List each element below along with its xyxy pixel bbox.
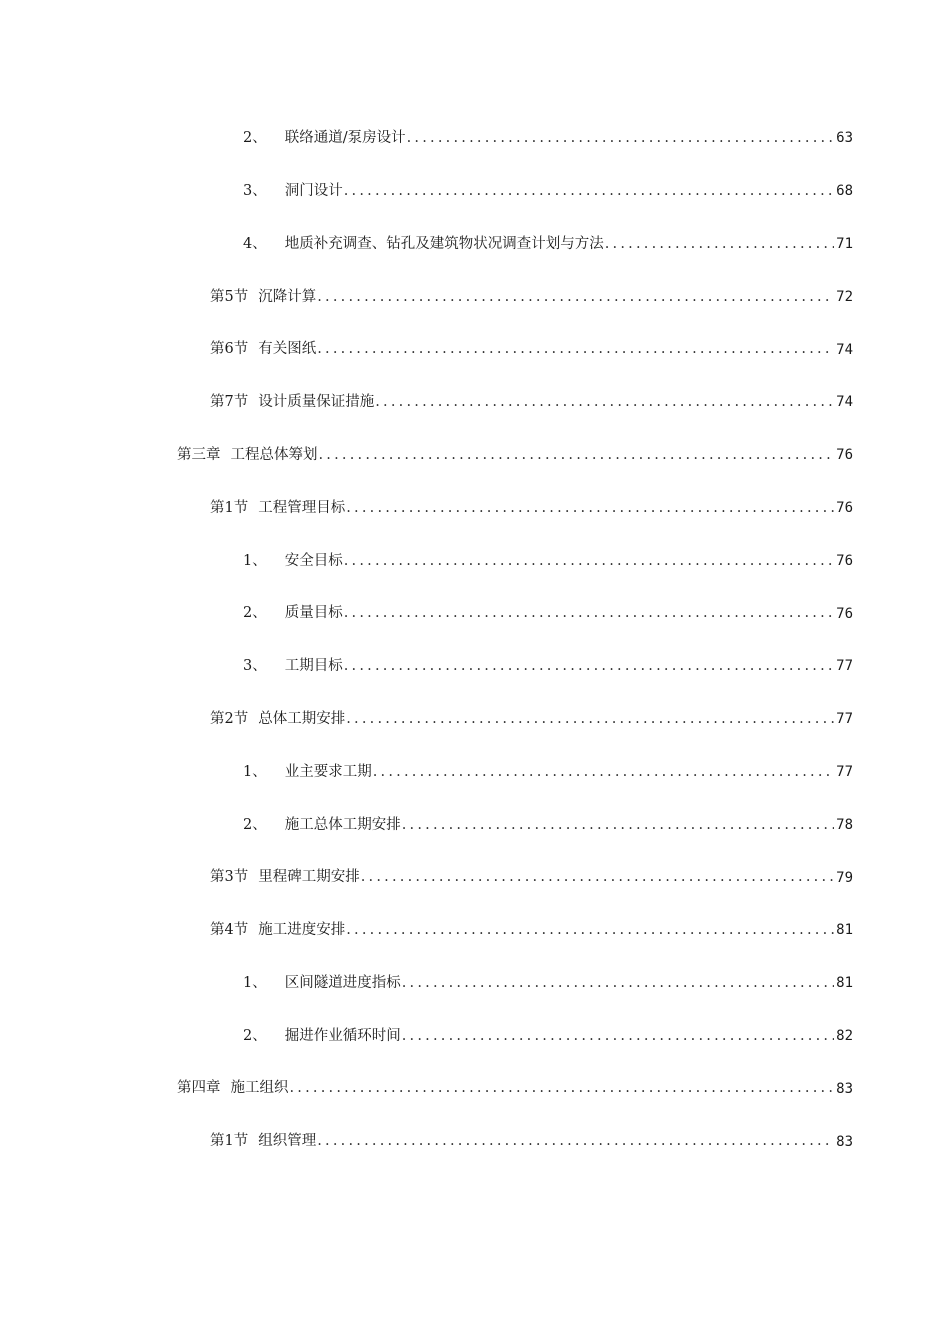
dot-leader bbox=[346, 923, 834, 938]
toc-entry-title: 有关图纸 bbox=[258, 341, 317, 358]
toc-entry[interactable] bbox=[0, 218, 950, 271]
toc-entry-title: 质量目标 bbox=[284, 605, 343, 622]
toc-entry[interactable] bbox=[0, 1010, 950, 1063]
toc-entry-number: 第四章 bbox=[177, 1080, 221, 1097]
dot-leader bbox=[407, 131, 835, 146]
toc-entry-number: 3、 bbox=[243, 182, 267, 199]
toc-entry-page: 63 bbox=[836, 130, 853, 147]
toc-entry-page: 76 bbox=[836, 605, 853, 622]
toc-entry-number: 第5节 bbox=[210, 288, 249, 305]
toc-entry-title: 安全目标 bbox=[284, 552, 343, 569]
dot-leader bbox=[605, 237, 834, 252]
toc-entry[interactable] bbox=[0, 904, 950, 957]
toc-entry-number: 第3节 bbox=[210, 869, 249, 886]
toc-entry[interactable] bbox=[0, 112, 950, 165]
toc-entry-page: 68 bbox=[836, 183, 853, 200]
toc-entry-title: 洞门设计 bbox=[284, 182, 343, 199]
toc-entry-page: 76 bbox=[836, 552, 853, 569]
toc-entry-page: 72 bbox=[836, 288, 853, 305]
toc-entry-page: 77 bbox=[836, 711, 853, 728]
table-of-contents bbox=[0, 112, 950, 1168]
toc-entry-page: 76 bbox=[836, 447, 853, 464]
toc-entry[interactable] bbox=[0, 746, 950, 799]
toc-entry-number: 4、 bbox=[243, 235, 267, 252]
toc-entry[interactable] bbox=[0, 165, 950, 218]
toc-entry-number: 第三章 bbox=[177, 446, 221, 463]
toc-entry-number: 第6节 bbox=[210, 341, 249, 358]
toc-entry[interactable] bbox=[0, 376, 950, 429]
dot-leader bbox=[344, 184, 834, 199]
toc-entry-title: 沉降计算 bbox=[258, 288, 317, 305]
dot-leader bbox=[402, 1029, 834, 1044]
toc-entry-title: 掘进作业循环时间 bbox=[284, 1027, 401, 1044]
toc-entry-page: 77 bbox=[836, 658, 853, 675]
toc-entry[interactable] bbox=[0, 587, 950, 640]
toc-entry-number: 1、 bbox=[243, 552, 267, 569]
toc-entry[interactable] bbox=[0, 851, 950, 904]
toc-entry-page: 83 bbox=[836, 1133, 853, 1150]
dot-leader bbox=[375, 395, 834, 410]
toc-entry-number: 2、 bbox=[243, 1027, 267, 1044]
toc-entry-title: 业主要求工期 bbox=[284, 763, 372, 780]
toc-entry-number: 3、 bbox=[243, 658, 267, 675]
toc-entry-title: 总体工期安排 bbox=[258, 710, 346, 727]
toc-entry-number: 第4节 bbox=[210, 922, 249, 939]
toc-entry-page: 83 bbox=[836, 1080, 853, 1097]
dot-leader bbox=[344, 606, 834, 621]
toc-entry-number: 2、 bbox=[243, 130, 267, 147]
toc-entry[interactable] bbox=[0, 270, 950, 323]
dot-leader bbox=[319, 448, 835, 463]
toc-entry-page: 81 bbox=[836, 922, 853, 939]
toc-entry-number: 2、 bbox=[243, 605, 267, 622]
dot-leader bbox=[317, 290, 834, 305]
toc-entry-page: 76 bbox=[836, 499, 853, 516]
dot-leader bbox=[361, 870, 834, 885]
toc-entry-title: 施工组织 bbox=[230, 1080, 289, 1097]
dot-leader bbox=[317, 1134, 834, 1149]
toc-entry-number: 1、 bbox=[243, 763, 267, 780]
toc-entry[interactable] bbox=[0, 534, 950, 587]
toc-entry[interactable] bbox=[0, 640, 950, 693]
toc-entry-page: 74 bbox=[836, 394, 853, 411]
toc-entry[interactable] bbox=[0, 323, 950, 376]
dot-leader bbox=[344, 554, 834, 569]
toc-entry-title: 工期目标 bbox=[284, 658, 343, 675]
toc-entry-page: 81 bbox=[836, 975, 853, 992]
toc-entry[interactable] bbox=[0, 1115, 950, 1168]
dot-leader bbox=[402, 818, 834, 833]
toc-entry-page: 71 bbox=[836, 235, 853, 252]
toc-entry-title: 工程总体筹划 bbox=[230, 446, 318, 463]
toc-entry-title: 工程管理目标 bbox=[258, 499, 346, 516]
toc-entry-number: 第1节 bbox=[210, 499, 249, 516]
toc-entry-page: 78 bbox=[836, 816, 853, 833]
toc-entry-title: 里程碑工期安排 bbox=[258, 869, 360, 886]
dot-leader bbox=[402, 976, 834, 991]
toc-entry-number: 1、 bbox=[243, 974, 267, 991]
toc-entry-title: 施工进度安排 bbox=[258, 922, 346, 939]
dot-leader bbox=[346, 712, 834, 727]
dot-leader bbox=[346, 501, 834, 516]
toc-entry-page: 82 bbox=[836, 1027, 853, 1044]
toc-entry-title: 施工总体工期安排 bbox=[284, 816, 401, 833]
toc-entry-title: 联络通道/泵房设计 bbox=[284, 130, 406, 147]
dot-leader bbox=[290, 1081, 835, 1096]
toc-entry-title: 组织管理 bbox=[258, 1133, 317, 1150]
toc-entry-title: 设计质量保证措施 bbox=[258, 394, 375, 411]
toc-entry-title: 区间隧道进度指标 bbox=[284, 974, 401, 991]
toc-entry-number: 第2节 bbox=[210, 710, 249, 727]
toc-entry[interactable] bbox=[0, 693, 950, 746]
toc-entry-number: 2、 bbox=[243, 816, 267, 833]
toc-entry[interactable] bbox=[0, 798, 950, 851]
toc-entry-page: 79 bbox=[836, 869, 853, 886]
toc-entry-page: 74 bbox=[836, 341, 853, 358]
dot-leader bbox=[344, 659, 834, 674]
toc-entry-number: 第1节 bbox=[210, 1133, 249, 1150]
toc-entry-page: 77 bbox=[836, 763, 853, 780]
dot-leader bbox=[373, 765, 834, 780]
toc-entry[interactable] bbox=[0, 957, 950, 1010]
toc-entry-title: 地质补充调查、钻孔及建筑物状况调查计划与方法 bbox=[284, 235, 604, 252]
toc-entry-number: 第7节 bbox=[210, 394, 249, 411]
toc-entry[interactable] bbox=[0, 429, 950, 482]
toc-entry[interactable] bbox=[0, 482, 950, 535]
toc-entry[interactable] bbox=[0, 1062, 950, 1115]
dot-leader bbox=[317, 342, 834, 357]
